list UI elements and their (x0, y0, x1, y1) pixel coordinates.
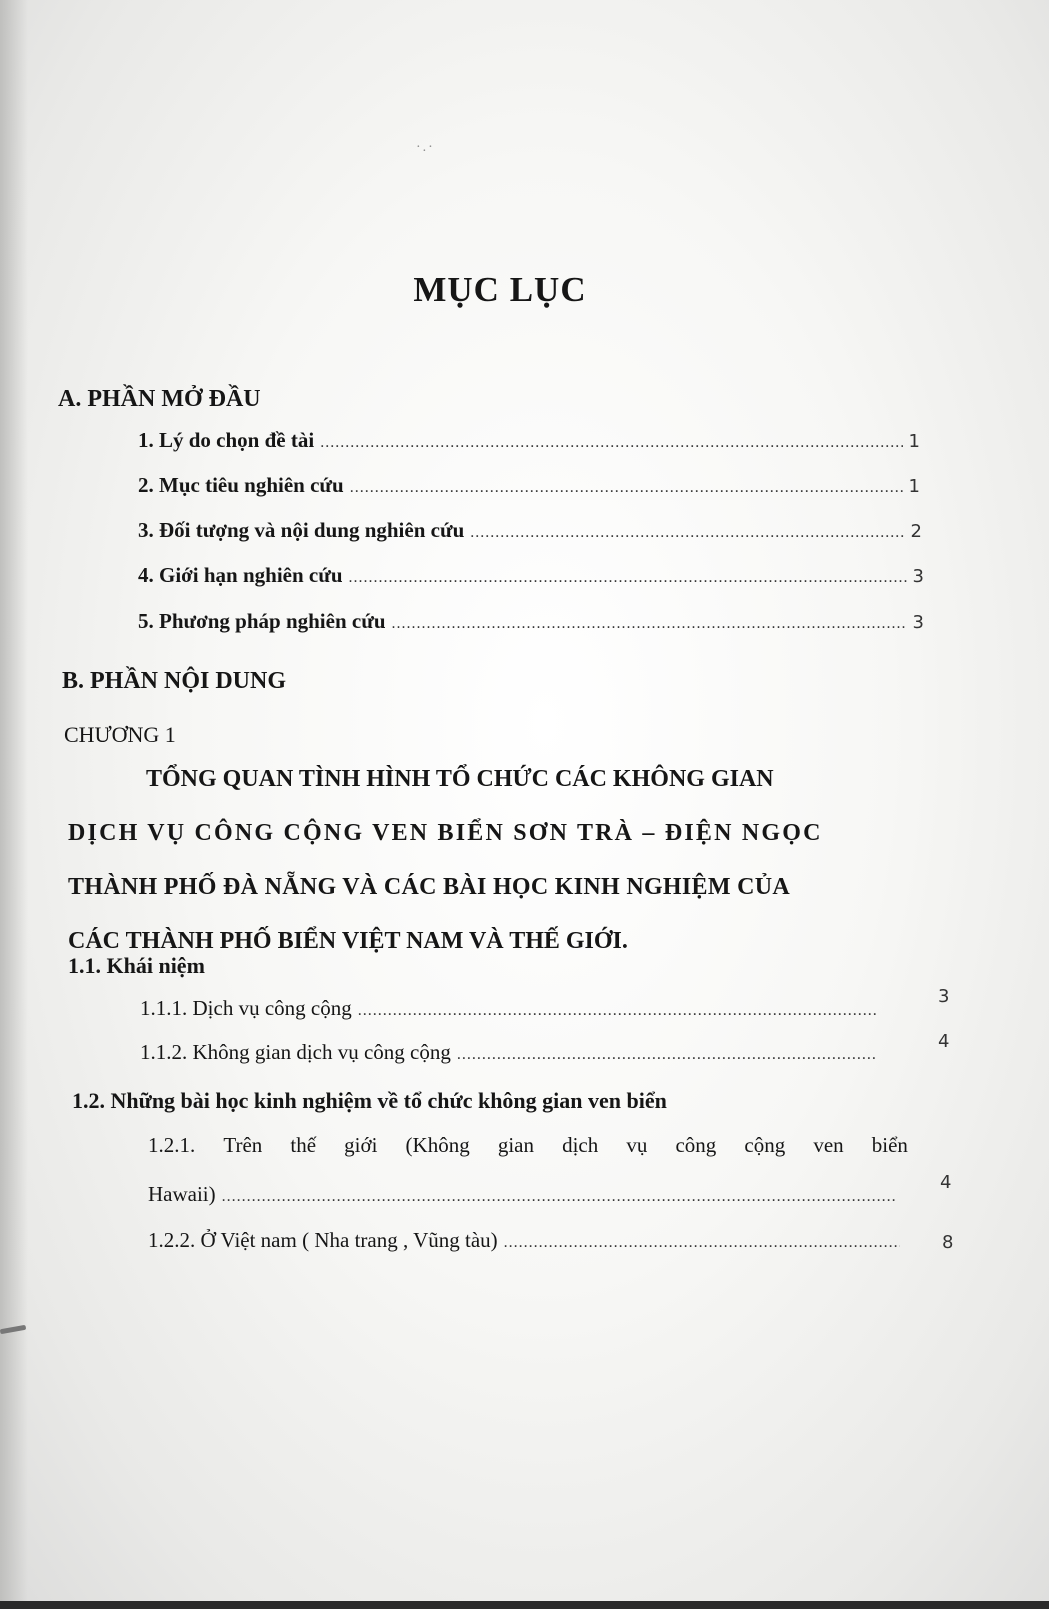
toc-entry-1-1-1[interactable] (140, 996, 882, 1021)
toc-word: ven (813, 1133, 844, 1157)
chapter-label: CHƯƠNG 1 (64, 722, 176, 747)
toc-entry-a5[interactable] (138, 609, 924, 634)
toc-word: dịch (562, 1133, 599, 1157)
toc-entry-label: Hawaii) (148, 1182, 216, 1206)
toc-page-number: 3 (912, 566, 924, 587)
toc-page-number: 1 (908, 431, 920, 452)
dot-leader (504, 1234, 900, 1252)
page-left-shadow (0, 0, 28, 1609)
toc-entry-1-1-2[interactable] (140, 1040, 882, 1065)
toc-entry-1-2-1-line1[interactable] (148, 1133, 908, 1158)
toc-entry-label: 1.1.1. Dịch vụ công cộng (140, 996, 352, 1020)
toc-entry-a2[interactable] (138, 473, 920, 498)
toc-page-number: 3 (938, 986, 950, 1007)
toc-entry-label: 5. Phương pháp nghiên cứu (138, 609, 386, 633)
toc-entry-a3[interactable] (138, 518, 922, 543)
chapter-title-line: DỊCH VỤ CÔNG CỘNG VEN BIỂN SƠN TRÀ – ĐIỆN NGỌC (68, 820, 823, 846)
toc-page-number: 4 (940, 1172, 952, 1193)
dot-leader (222, 1188, 897, 1206)
toc-page-number: 2 (910, 521, 922, 542)
toc-word: biển (871, 1133, 908, 1157)
toc-entry-a4[interactable] (138, 563, 924, 588)
toc-word: giới (344, 1133, 378, 1157)
toc-entry-label: 3. Đối tượng và nội dung nghiên cứu (138, 518, 465, 542)
scan-bottom-edge (0, 1601, 1049, 1609)
chapter-title-line: CÁC THÀNH PHỐ BIỂN VIỆT NAM VÀ THẾ GIỚI. (68, 928, 628, 954)
chapter-title-line: THÀNH PHỐ ĐÀ NẴNG VÀ CÁC BÀI HỌC KINH NGHIỆM CỦA (68, 874, 790, 900)
chapter-title-line: TỔNG QUAN TÌNH HÌNH TỔ CHỨC CÁC KHÔNG GIAN (146, 766, 774, 792)
toc-entry-a1[interactable] (138, 428, 920, 453)
toc-page-number: 8 (942, 1232, 954, 1253)
toc-entry-label: 4. Giới hạn nghiên cứu (138, 563, 343, 587)
toc-word: gian (497, 1133, 534, 1157)
toc-word: cộng (744, 1133, 786, 1157)
toc-word: 1.2.1. (148, 1133, 196, 1157)
dot-leader (349, 569, 907, 587)
toc-entry-1-2-2[interactable] (148, 1228, 906, 1253)
toc-entry-label: 1. Lý do chọn đề tài (138, 428, 315, 452)
toc-word: (Không (405, 1133, 470, 1157)
toc-page-number: 3 (912, 612, 924, 633)
dot-leader (392, 615, 907, 633)
dot-leader (358, 1002, 876, 1020)
toc-page-number: 4 (938, 1031, 950, 1052)
toc-entry-label: 1.2.2. Ở Việt nam ( Nha trang , Vũng tàu) (148, 1228, 498, 1252)
scan-speck: ·.· (416, 140, 435, 155)
dot-leader (350, 479, 903, 497)
toc-word: công (675, 1133, 717, 1157)
dot-leader (457, 1046, 876, 1064)
toc-page-number: 1 (908, 476, 920, 497)
toc-entry-label: 2. Mục tiêu nghiên cứu (138, 473, 344, 497)
dot-leader (320, 434, 902, 452)
part-a-heading: A. PHẦN MỞ ĐẦU (58, 386, 261, 412)
toc-word: Trên (223, 1133, 263, 1157)
toc-word: thế (290, 1133, 317, 1157)
section-1-1-heading: 1.1. Khái niệm (68, 953, 205, 978)
toc-entry-1-2-1-line2[interactable] (148, 1182, 903, 1207)
toc-word: vụ (626, 1133, 648, 1157)
toc-entry-label: 1.1.2. Không gian dịch vụ công cộng (140, 1040, 451, 1064)
part-b-heading: B. PHẦN NỘI DUNG (62, 668, 287, 694)
section-1-2-heading: 1.2. Những bài học kinh nghiệm về tổ chức không gian ven biển (72, 1088, 667, 1113)
chapter-title (68, 752, 901, 968)
page-title: MỤC LỤC (413, 270, 587, 309)
dot-leader (470, 524, 904, 542)
